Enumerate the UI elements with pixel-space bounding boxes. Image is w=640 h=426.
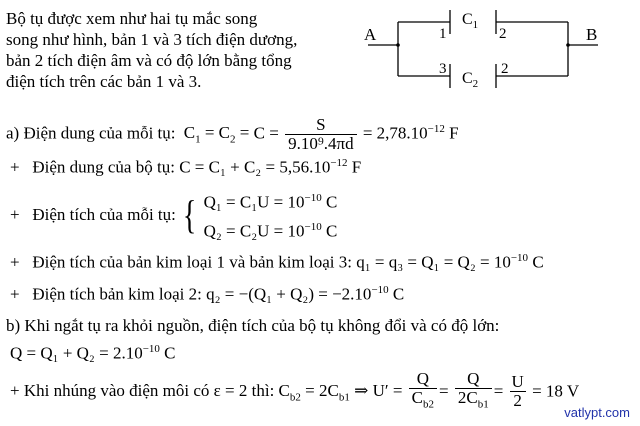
node-a-dot: [396, 43, 400, 47]
plate-3-label: 3: [439, 61, 447, 77]
part-b-label-line: b) Khi ngắt tụ ra khỏi nguồn, điện tích của bộ tụ không đổi và có độ lớn:: [6, 316, 500, 335]
part-a-numerator: S: [316, 115, 326, 134]
plate-2-formula: q₂ = −(Q₁ + Q₂) = −2.10: [206, 284, 372, 304]
total-capacitance-line: [10, 158, 361, 176]
charge-each-label: Điện tích của mỗi tụ:: [32, 204, 176, 224]
total-cap-formula: C = C₁ + C₂ = 5,56.10: [179, 157, 331, 177]
node-b-label: B: [586, 25, 598, 44]
total-cap-label: Điện dung của bộ tụ:: [32, 157, 175, 177]
site-watermark: vatlypt.com: [564, 405, 630, 420]
fraction-q-over-cb2: $\frac{Q}{C_{b2}}$: [409, 370, 437, 413]
cap-c1-label: $C_1$: [462, 11, 479, 31]
intro-line-4: điện tích trên các bản 1 và 3.: [6, 72, 202, 91]
plate-2-top-label: 2: [499, 26, 507, 42]
dielectric-result: = 18 V: [532, 381, 580, 401]
intro-line-1: Bộ tụ được xem như hai tụ mắc song: [6, 9, 258, 28]
part-a-fraction: [285, 116, 357, 153]
part-a-denominator: 9.10⁹.4πd: [285, 134, 357, 153]
eq-q1: Q₁ = C₁U = 10: [203, 192, 305, 212]
bullet: +: [10, 157, 20, 177]
node-b-dot: [566, 43, 570, 47]
plate-2-label: Điện tích bản kim loại 2:: [32, 284, 202, 304]
part-b-formula: Q = Q₁ + Q₂ = 2.10: [10, 343, 143, 363]
total-cap-exp: −12: [330, 157, 348, 169]
part-a-line: a) Điện dung của mỗi tụ: $C_1 = C_2 = C$ = $\frac{S}{\text{9.10⁹.4πd}}$ = $2,78.10^{-12}$ F: [6, 115, 459, 153]
intro-paragraph: [6, 8, 361, 92]
plate-1-label: 1: [439, 26, 447, 42]
bullet: +: [10, 252, 20, 272]
dielectric-text: + Khi nhúng vào điện môi có ε = 2 thì: C: [10, 380, 290, 400]
charge-each-line: [10, 186, 337, 243]
bullet: +: [10, 284, 20, 304]
total-cap-unit: F: [351, 157, 362, 177]
plate-2-line: + Điện tích bản kim loại 2: $q_2 = -(Q_1 + Q_2) = -2.10^{-10}$ C: [10, 284, 405, 304]
intro-line-3: bản 2 tích điện âm và có độ lớn bằng tổng: [6, 51, 292, 70]
fraction-q-over-2cb1: $\frac{Q}{2C_{b1}}$: [455, 370, 492, 413]
plates-1-3-line: + Điện tích của bản kim loại 1 và bản kim loại 3: $q_1 = q_3 = Q_1 = Q_2 = 10^{-10}$ C: [10, 252, 544, 272]
plates-13-formula: q₁ = q₃ = Q₁ = Q₂ = 10: [356, 252, 511, 272]
part-a-exp: −12: [427, 122, 445, 135]
node-a-label: A: [364, 25, 377, 44]
fraction-u-over-2: $\frac{U}{2}$: [511, 372, 524, 411]
cap-c2-label: $C_2$: [462, 70, 479, 88]
part-a-result: = 2,78.10: [362, 123, 428, 143]
part-a-lhs: C: [253, 123, 265, 143]
part-b-formula-line: $Q = Q_1 + Q_2 = 2.10^{-10}$ C: [10, 343, 176, 363]
part-a-unit: F: [449, 123, 459, 143]
implies-u-prime: ⇒ U′ =: [349, 380, 403, 400]
intro-line-2: song như hình, bản 1 và 3 tích điện dương,: [6, 30, 298, 49]
plate-2-bottom-label: 2: [501, 61, 509, 77]
system-brace: {: [183, 191, 197, 237]
bullet: +: [10, 204, 20, 224]
dielectric-line: + Khi nhúng vào điện môi có ε = 2 thì: $C_{b2} = 2C_{b1}$ ⇒ U′ = $\frac{Q}{C_{b2}}$ = $\frac{Q}{2C_{b1}}$ = $\frac{U}{2}$ = 18 V: [10, 370, 579, 413]
eq-q2: Q₂ = C₂U = 10: [203, 221, 305, 241]
capacitor-circuit-diagram: [362, 4, 602, 88]
plates-13-label: Điện tích của bản kim loại 1 và bản kim loại 3:: [32, 252, 352, 272]
charge-equations: $Q_1 = C_1U = 10^{-10}$ C $Q_2 = C_2U = 10^{-10}$ C: [203, 192, 338, 241]
part-a-label: a) Điện dung của mỗi tụ:: [6, 123, 176, 143]
